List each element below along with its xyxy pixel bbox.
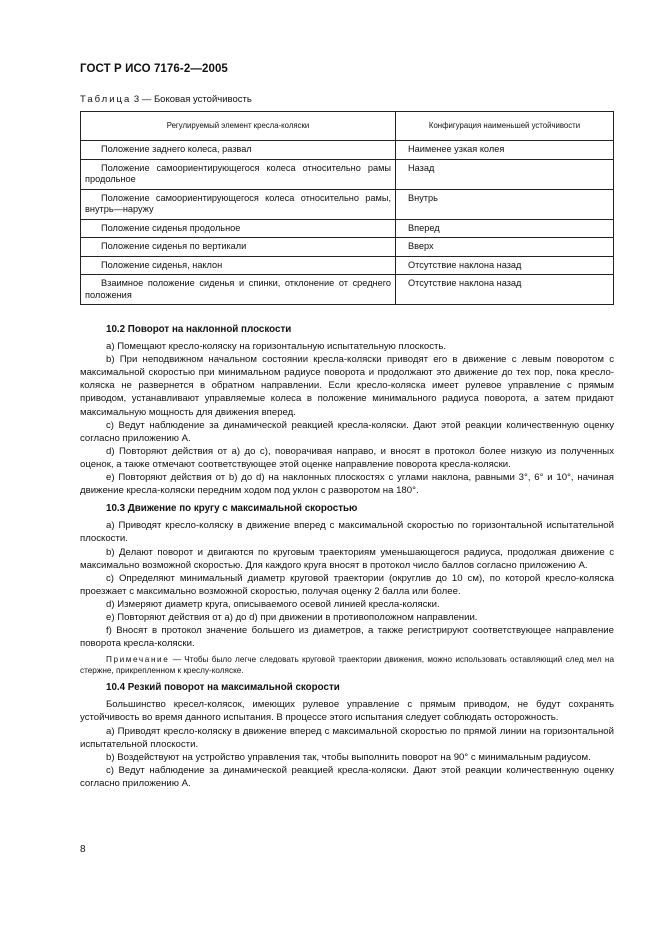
table-cell-config: Вверх — [396, 238, 614, 257]
paragraph: с) Определяют минимальный диаметр круговой траектории (округлив до 10 см), по которой кресло-коляска проезжает с максимально возможной скоростью, получая оценку 2 балла или более. — [80, 572, 614, 597]
note-label: Примечание — [106, 655, 170, 665]
paragraph: d) Повторяют действия от а) до с), поворачивая направо, и вносят в протокол более низкую из полученных оценок, а также отмечают соответствующее этой оценке направление поворота кресла-коляски. — [80, 445, 614, 470]
paragraph: е) Повторяют действия от b) до d) на наклонных плоскостях с углами наклона, равными 3°, 6° и 10°, начиная движение кресла-коляски передним ходом под уклон с разворотом на 180°. — [80, 472, 614, 497]
table-cell-config: Назад — [396, 159, 614, 189]
note — [80, 654, 614, 676]
paragraph: а) Помещают кресло-коляску на горизонтальную испытательную плоскость. — [106, 341, 447, 353]
table-cell-element: Положение самоориентирующегося колеса относительно рамы, внутрь—наружу — [81, 189, 396, 219]
table-cell-element: Взаимное положение сиденья и спинки, отклонение от среднего положения — [81, 275, 396, 305]
table-caption-label: Таблица — [80, 94, 132, 105]
table-caption — [80, 94, 252, 105]
table-cell-config: Вперед — [396, 219, 614, 238]
lateral-stability-table — [80, 111, 614, 305]
table-cell-element: Положение сиденья, наклон — [81, 256, 396, 275]
paragraph: b) При неподвижном начальном состоянии кресла-коляски приводят его в движение с левым поворотом с максимальной скоростью при минимальном радиусе поворота и продолжают это движение до тех пор, пока кресло-коляска не развернется в обратном направлении. Если кресло-коляска имеет рулевое управление с прямым приводом, устанавливают управляемые колеса в положение минимального радиуса поворота, а затем придают максимальную мощность для движения вперед. — [80, 354, 614, 418]
table-col2-header: Конфигурация наименьшей устойчивости — [396, 112, 614, 141]
paragraph: а) Приводят кресло-коляску в движение вперед с максимальной скоростью по горизонтальной испытательной плоскости. — [80, 520, 614, 545]
document-body — [80, 323, 614, 790]
table-row — [81, 238, 614, 257]
document-header: ГОСТ Р ИСО 7176-2—2005 — [80, 63, 228, 75]
table-cell-element: Положение самоориентирующегося колеса относительно рамы продольное — [81, 159, 396, 189]
section-10-3-title: 10.3 Движение по кругу с максимальной скоростью — [106, 503, 358, 515]
table-cell-config: Наименее узкая колея — [396, 141, 614, 160]
paragraph: f) Вносят в протокол значение большего из диаметров, а также регистрируют соответствующее направление поворота кресла-коляски. — [80, 625, 614, 650]
paragraph: b) Делают поворот и двигаются по круговым траекториям уменьшающегося радиуса, продолжая движение с максимально возможной скоростью. Для каждого круга вносят в протокол число баллов согласно приложению А. — [80, 546, 614, 571]
table-row — [81, 159, 614, 189]
paragraph: Большинство кресел-колясок, имеющих рулевое управление с прямым приводом, не будут сохранять устойчивость во время данного испытания. В процессе этого испытания следует соблюдать осторожность. — [80, 699, 614, 724]
paragraph: с) Ведут наблюдение за динамической реакцией кресла-коляски. Дают этой реакции количественную оценку согласно приложению А. — [80, 419, 614, 444]
table-row — [81, 256, 614, 275]
table-cell-element: Положение сиденья по вертикали — [81, 238, 396, 257]
table-cell-element: Положение заднего колеса, развал — [81, 141, 396, 160]
table-col1-header: Регулируемый элемент кресла-коляски — [81, 112, 396, 141]
table-row — [81, 275, 614, 305]
table-header-row — [81, 112, 614, 141]
table-cell-element: Положение сиденья продольное — [81, 219, 396, 238]
section-10-4-title: 10.4 Резкий поворот на максимальной скорости — [106, 682, 340, 694]
table-caption-text: 3 — Боковая устойчивость — [131, 94, 252, 105]
table-cell-config: Внутрь — [396, 189, 614, 219]
paragraph: а) Приводят кресло-коляску в движение вперед с максимальной скоростью по прямой линии на горизонтальной испытательной плоскости. — [80, 725, 614, 750]
table-cell-config: Отсутствие наклона назад — [396, 256, 614, 275]
note-text: — Чтобы было легче следовать круговой траектории движения, можно использовать оставляющий след мел на стержне, прикрепленном к креслу-коляске. — [80, 655, 614, 676]
paragraph: b) Воздействуют на устройство управления так, чтобы выполнить поворот на 90° с минимальным радиусом. — [106, 751, 591, 763]
table-row — [81, 219, 614, 238]
paragraph: d) Измеряют диаметр круга, описываемого осевой линией кресла-коляски. — [106, 598, 440, 610]
table-row — [81, 189, 614, 219]
paragraph: е) Повторяют действия от а) до d) при движении в противоположном направлении. — [106, 611, 478, 623]
page-number: 8 — [80, 844, 86, 855]
table-cell-config: Отсутствие наклона назад — [396, 275, 614, 305]
paragraph: с) Ведут наблюдение за динамической реакцией кресла-коляски. Дают этой реакции количественную оценку согласно приложению А. — [80, 764, 614, 789]
table-row — [81, 141, 614, 160]
section-10-2-title: 10.2 Поворот на наклонной плоскости — [106, 324, 292, 335]
